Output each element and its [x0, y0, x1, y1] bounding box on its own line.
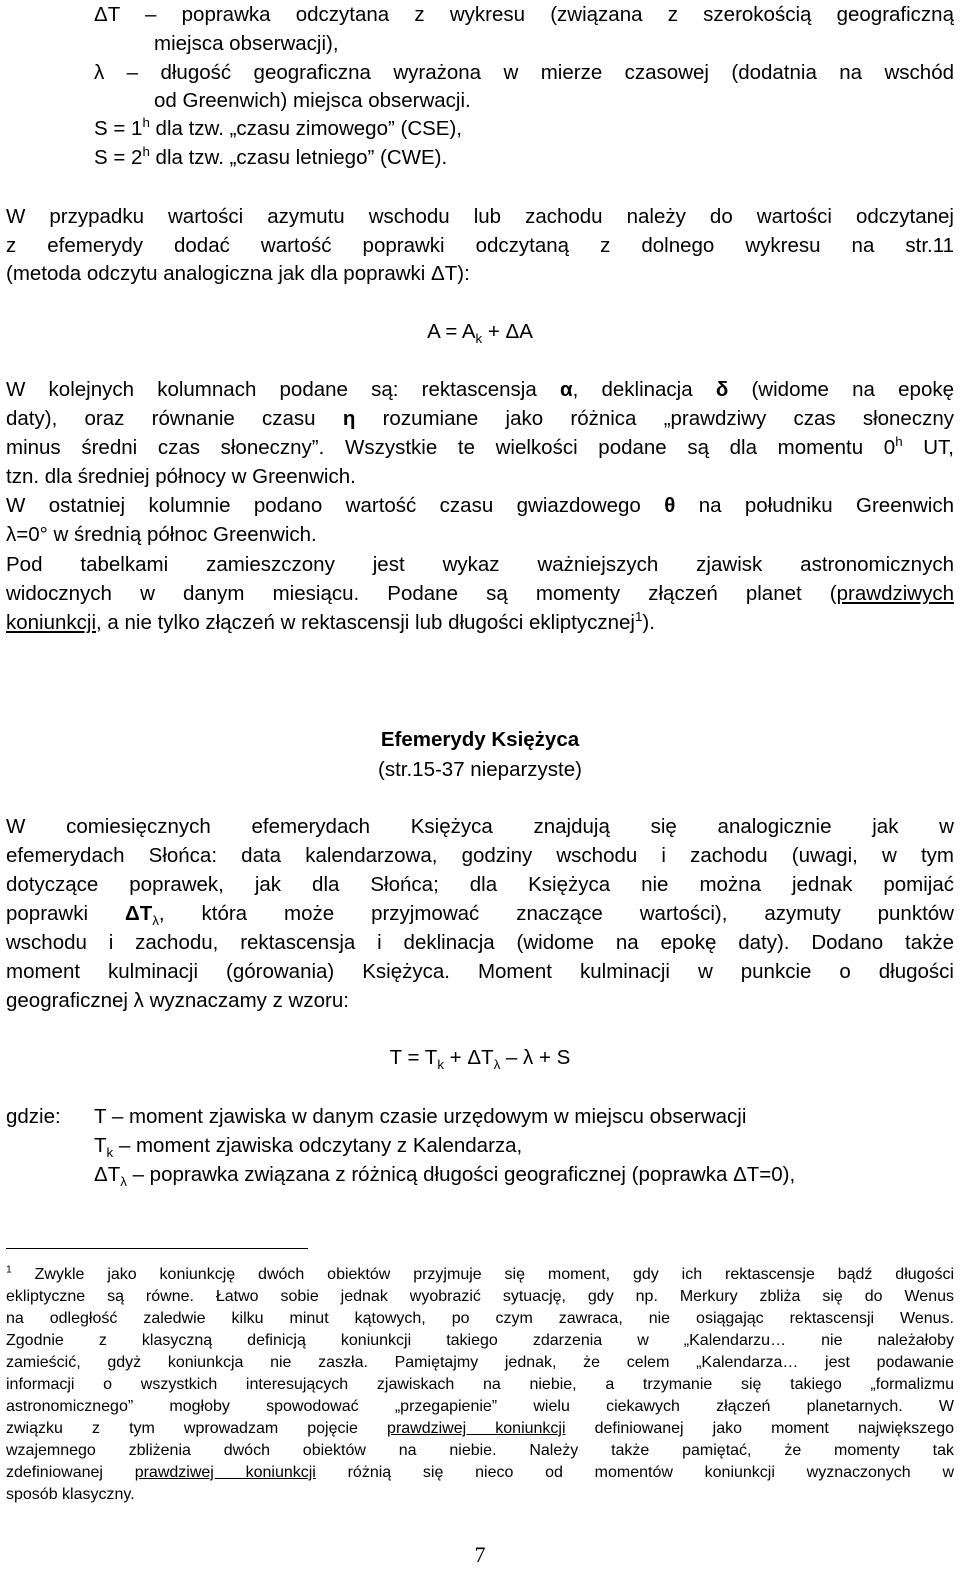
columns-line-4: tzn. dla średniej północy w Greenwich. — [6, 465, 356, 488]
columns-line-3 — [6, 433, 954, 462]
intro-line-1: ΔT – poprawka odczytana z wykresu (związana z szerokością geograficzną — [94, 3, 954, 26]
underlined-term: prawdziwej koniunkcji — [387, 1420, 566, 1437]
underlined-term: prawdziwej koniunkcji — [134, 1464, 316, 1481]
footnote-line-7: astronomicznego” mogłoby spowodować „przegapienie” wielu ciekawych złączeń planetarnych. W — [6, 1398, 954, 1415]
section-subtitle: (str.15-37 nieparzyste) — [378, 758, 582, 781]
text: + ΔA — [482, 320, 533, 343]
sup: h — [895, 434, 903, 450]
text: , deklinacja — [572, 378, 716, 401]
definition-1: T – moment zjawiska w danym czasie urzędowym w miejscu obserwacji — [94, 1105, 747, 1128]
columns-line-8 — [6, 579, 954, 608]
intro-line-3: λ – długość geograficzna wyrażona w mierze czasowej (dodatnia na wschód — [94, 61, 954, 84]
text: W ostatniej kolumnie podano wartość czasu gwiazdowego — [6, 494, 665, 517]
page-number: 7 — [474, 1542, 486, 1567]
text: na południku Greenwich — [675, 494, 955, 517]
moon-line-7: geograficznej λ wyznaczamy z wzoru: — [6, 989, 349, 1012]
moon-line-5: wschodu i zachodu, rektascensja i deklinacja (widome na epokę daty). Dodano także — [6, 931, 954, 954]
footnote-ref: 1 — [634, 609, 643, 625]
sub: λ — [152, 913, 159, 929]
theta-symbol: θ — [664, 494, 676, 517]
footnote-number: 1 — [6, 1264, 12, 1276]
columns-line-9 — [6, 608, 954, 637]
gdzie-label: gdzie: — [6, 1105, 61, 1128]
moon-line-6: moment kulminacji (górowania) Księżyca. Moment kulminacji w punkcie o długości — [6, 960, 954, 983]
footnote-line-9: wzajemnego zbliżenia dwóch obiektów na niebie. Należy także pamiętać, że momenty tak — [6, 1442, 954, 1459]
azimuth-line-3: (metoda odczytu analogiczna jak dla poprawki ΔT): — [6, 262, 470, 285]
text: S = 1 — [94, 117, 143, 140]
azimuth-formula — [0, 317, 960, 346]
intro-line-4: od Greenwich) miejsca obserwacji. — [154, 89, 471, 112]
footnote-line-6: informacji o wszystkich interesujących zjawiskach na niebie, a trzymanie się takiego „formalizmu — [6, 1376, 954, 1393]
text: , która może przyjmować znaczące wartości), azymuty punktów — [158, 902, 954, 925]
text: UT, — [902, 436, 954, 459]
text: – poprawka związana z różnicą długości geograficznej (poprawka ΔT=0), — [126, 1163, 796, 1186]
definition-3 — [94, 1160, 954, 1189]
text: – λ + S — [500, 1046, 571, 1069]
delta-symbol: δ — [715, 378, 729, 401]
text: definiowanej jako moment największego — [565, 1420, 955, 1437]
sub: k — [437, 1057, 444, 1073]
moon-line-4 — [6, 899, 954, 928]
text: , a nie tylko złączeń w rektascensji lub długości ekliptycznej — [96, 611, 635, 634]
text: Zwykle jako koniunkcję dwóch obiektów przyjmuje się moment, gdy ich rektascensje bądź długości — [11, 1266, 954, 1283]
sup: h — [142, 144, 150, 160]
section-title: Efemerydy Księżyca — [380, 728, 580, 751]
text: ΔT — [124, 902, 153, 925]
footnote-line-8 — [6, 1418, 954, 1440]
underlined-term: koniunkcji — [6, 611, 97, 634]
sub: λ — [120, 1174, 127, 1190]
intro-line-5 — [94, 114, 954, 143]
text: T = T — [389, 1046, 438, 1069]
moon-formula — [0, 1043, 960, 1072]
columns-line-1 — [6, 375, 954, 404]
azimuth-line-1: W przypadku wartości azymutu wschodu lub zachodu należy do wartości odczytanej — [6, 205, 954, 228]
columns-line-6: λ=0° w średnią północ Greenwich. — [6, 523, 317, 546]
text: – moment zjawiska odczytany z Kalendarza, — [113, 1134, 523, 1157]
footnote-line-1 — [6, 1264, 954, 1286]
text: + ΔT — [443, 1046, 494, 1069]
moon-line-3: dotyczące poprawek, jak dla Słońca; dla Księżyca nie można jednak pomijać — [6, 873, 954, 896]
text: daty), oraz równanie czasu — [6, 407, 343, 430]
footnote-line-2: ekliptyczne są równe. Łatwo sobie jednak wyobrazić sytuację, gdy np. Merkury zbliża się do Wenus — [6, 1288, 954, 1305]
text: ). — [642, 611, 655, 634]
footnote-separator — [6, 1248, 308, 1249]
sub: λ — [493, 1057, 501, 1073]
footnote-line-11: sposób klasyczny. — [6, 1486, 135, 1503]
definition-2 — [94, 1131, 954, 1160]
alpha-symbol: α — [559, 378, 573, 401]
columns-line-7: Pod tabelkami zamieszczony jest wykaz ważniejszych zjawisk astronomicznych — [6, 553, 954, 576]
text: dla tzw. „czasu zimowego” (CSE), — [149, 117, 462, 140]
eta-symbol: η — [342, 407, 356, 430]
text: widocznych w danym miesiącu. Podane są momenty złączeń planet ( — [6, 582, 837, 605]
text: W kolejnych kolumnach podane są: rektascensja — [6, 378, 560, 401]
text: poprawki — [6, 902, 125, 925]
moon-line-1: W comiesięcznych efemerydach Księżyca znajdują się analogicznie jak w — [6, 815, 954, 838]
moon-line-2: efemerydach Słońca: data kalendarzowa, godziny wschodu i zachodu (uwagi, w tym — [6, 844, 954, 867]
footnote-line-10 — [6, 1462, 954, 1484]
text: (widome na epokę — [728, 378, 954, 401]
text: zdefiniowanej — [6, 1464, 135, 1481]
underlined-term: prawdziwych — [836, 582, 954, 605]
footnote-line-5: zamieścić, gdyż koniunkcja nie zaszła. Pamiętajmy jednak, że celem „Kalendarza… jest podawanie — [6, 1354, 954, 1371]
sup: h — [142, 115, 150, 131]
columns-line-5 — [6, 491, 954, 520]
text: związku z tym wprowadzam pojęcie — [6, 1420, 388, 1437]
footnote-line-4: Zgodnie z klasyczną definicją koniunkcji takiego zdarzenia w „Kalendarzu… nie należałoby — [6, 1332, 954, 1349]
sub: k — [475, 331, 483, 347]
intro-line-6 — [94, 143, 954, 172]
text: S = 2 — [94, 146, 143, 169]
text: T — [94, 1134, 107, 1157]
sub: k — [106, 1145, 114, 1161]
columns-line-2 — [6, 404, 954, 433]
intro-line-2: miejsca obserwacji), — [154, 32, 339, 55]
text: dla tzw. „czasu letniego” (CWE). — [149, 146, 448, 169]
text: różnią się nieco od momentów koniunkcji wyznaczonych w — [315, 1464, 955, 1481]
text: minus średni czas słoneczny”. Wszystkie te wielkości podane są dla momentu 0 — [6, 436, 896, 459]
azimuth-line-2: z efemerydy dodać wartość poprawki odczytaną z dolnego wykresu na str.11 — [6, 234, 954, 257]
text: A = A — [427, 320, 476, 343]
text: rozumiane jako różnica „prawdziwy czas słoneczny — [355, 407, 954, 430]
text: ΔT — [94, 1163, 121, 1186]
footnote-line-3: na odległość zaledwie kilku minut kątowych, po czym zawraca, nie osiągając rektascensji Wenus. — [6, 1310, 954, 1327]
